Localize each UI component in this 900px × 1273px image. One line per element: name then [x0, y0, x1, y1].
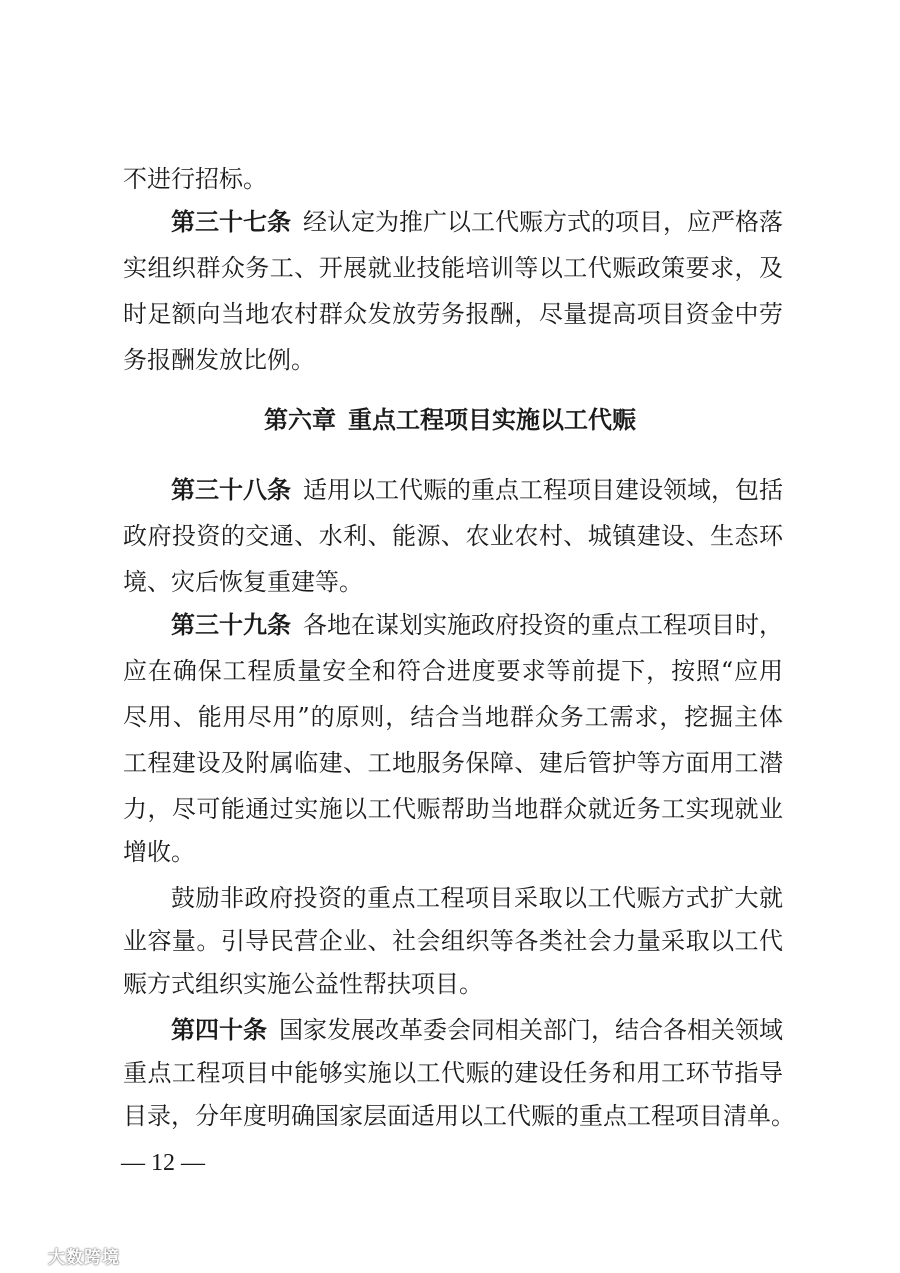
line-text: 增收。 — [123, 838, 195, 866]
article-39-line — [171, 603, 783, 647]
article-38-line — [171, 468, 783, 512]
line-text: 境、灾后恢复重建等。 — [123, 568, 363, 596]
line-text: 赈方式组织实施公益性帮扶项目。 — [123, 970, 483, 998]
text-line — [123, 1051, 783, 1095]
text-line — [123, 787, 783, 831]
line-text: 实组织群众务工、开展就业技能培训等以工代赈政策要求，及 — [123, 254, 783, 282]
line-text: 时足额向当地农村群众发放劳务报酬，尽量提高项目资金中劳 — [123, 300, 783, 328]
text-line — [123, 830, 783, 874]
article-37-label: 第三十七条 — [171, 208, 291, 236]
article-38-label: 第三十八条 — [171, 476, 291, 504]
text-line — [123, 157, 783, 201]
line-text: 政府投资的交通、水利、能源、农业农村、城镇建设、生态环 — [123, 522, 783, 550]
line-text: 不进行招标。 — [123, 165, 267, 193]
watermark — [4, 1242, 120, 1268]
article-38-text: 适用以工代赈的重点工程项目建设领域，包括 — [303, 476, 783, 504]
article-40-text: 国家发展改革委会同相关部门，结合各相关领域 — [279, 1016, 783, 1044]
article-39-label: 第三十九条 — [171, 611, 291, 639]
text-line — [123, 649, 783, 693]
article-40-line — [171, 1008, 783, 1052]
article-37-line — [171, 200, 783, 244]
chapter-title: 重点工程项目实施以工代赈 — [348, 406, 636, 434]
text-line — [123, 919, 783, 963]
text-line — [123, 695, 783, 739]
line-text: 务报酬发放比例。 — [123, 346, 315, 374]
paragraph-line — [171, 876, 783, 920]
text-line — [123, 514, 783, 558]
text-line — [123, 962, 783, 1006]
line-text: 目录，分年度明确国家层面适用以工代赈的重点工程项目清单。 — [123, 1102, 795, 1130]
text-line — [123, 1094, 795, 1138]
line-text: 鼓励非政府投资的重点工程项目采取以工代赈方式扩大就 — [171, 884, 783, 912]
text-line — [123, 246, 783, 290]
text-line — [123, 560, 783, 604]
watermark-text: 大数跨境 — [48, 1247, 120, 1268]
article-37-text: 经认定为推广以工代赈方式的项目，应严格落 — [303, 208, 783, 236]
text-line — [123, 741, 783, 785]
text-line — [123, 292, 783, 336]
article-40-label: 第四十条 — [171, 1016, 267, 1044]
line-text: 业容量。引导民营企业、社会组织等各类社会力量采取以工代 — [123, 927, 783, 955]
line-text: 重点工程项目中能够实施以工代赈的建设任务和用工环节指导 — [123, 1059, 783, 1087]
line-text: 尽用、能用尽用”的原则，结合当地群众务工需求，挖掘主体 — [123, 703, 783, 731]
chapter-heading — [0, 398, 900, 442]
article-39-text: 各地在谋划实施政府投资的重点工程项目时， — [303, 611, 783, 639]
line-text: 应在确保工程质量安全和符合进度要求等前提下，按照“应用 — [123, 657, 783, 685]
text-line — [123, 338, 783, 382]
watermark-logo-icon — [4, 1244, 44, 1266]
line-text: 工程建设及附属临建、工地服务保障、建后管护等方面用工潜 — [123, 749, 783, 777]
page-number: — 12 — — [121, 1150, 205, 1176]
line-text: 力，尽可能通过实施以工代赈帮助当地群众就近务工实现就业 — [123, 795, 783, 823]
chapter-number: 第六章 — [264, 406, 336, 434]
